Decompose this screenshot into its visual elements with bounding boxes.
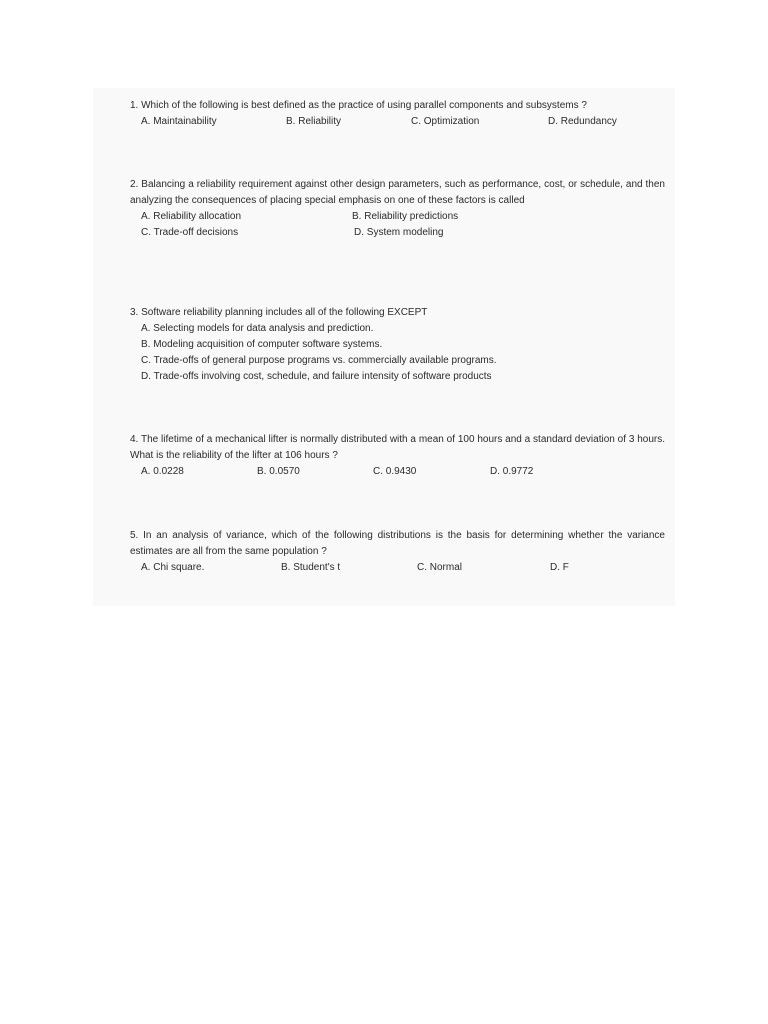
option-c: C. Trade-off decisions: [141, 227, 239, 238]
option-b: B. 0.0570: [257, 466, 300, 477]
question-4: [130, 432, 665, 480]
options-row: [130, 225, 665, 241]
options-row: [130, 464, 665, 480]
options-row: [130, 209, 665, 225]
question-stem: 5. In an analysis of variance, which of the following distributions is the basis for determining whether the variance estimates are all from the same population ?: [130, 530, 665, 557]
option-b: B. Reliability predictions: [352, 211, 459, 222]
option-a: A. Reliability allocation: [141, 211, 242, 222]
option-d: D. System modeling: [354, 227, 444, 238]
question-5: [130, 528, 665, 576]
options-row: [130, 114, 665, 130]
question-3: [130, 305, 665, 385]
option-d: D. 0.9772: [490, 466, 534, 477]
option-a: A. 0.0228: [141, 466, 184, 477]
option-d: D. Redundancy: [548, 116, 617, 127]
option-a: A. Maintainability: [141, 116, 217, 127]
question-2: [130, 177, 665, 241]
option-c: C. Optimization: [411, 116, 480, 127]
option-a: A. Selecting models for data analysis and prediction.: [141, 323, 374, 334]
question-1: [130, 98, 665, 130]
question-stem: 1. Which of the following is best defined as the practice of using parallel components and subsystems ?: [130, 100, 587, 111]
option-b: B. Reliability: [286, 116, 342, 127]
option-a: A. Chi square.: [141, 562, 205, 573]
option-b: B. Student's t: [281, 562, 341, 573]
option-c: C. 0.9430: [373, 466, 417, 477]
option-c: C. Normal: [417, 562, 463, 573]
question-stem: 4. The lifetime of a mechanical lifter is normally distributed with a mean of 100 hours and a standard deviation of 3 hours. What is the reliability of the lifter at 106 hours ?: [130, 434, 665, 461]
question-stem: 3. Software reliability planning includes all of the following EXCEPT: [130, 307, 428, 318]
question-stem: 2. Balancing a reliability requirement against other design parameters, such as performance, cost, or schedule, and then analyzing the consequences of placing special emphasis on one of these factors is called: [130, 179, 665, 206]
option-d: D. Trade-offs involving cost, schedule, and failure intensity of software products: [141, 371, 492, 382]
option-b: B. Modeling acquisition of computer software systems.: [141, 339, 383, 350]
option-c: C. Trade-offs of general purpose programs vs. commercially available programs.: [141, 355, 497, 366]
options-row: [130, 560, 665, 576]
option-d: D. F: [550, 562, 569, 573]
